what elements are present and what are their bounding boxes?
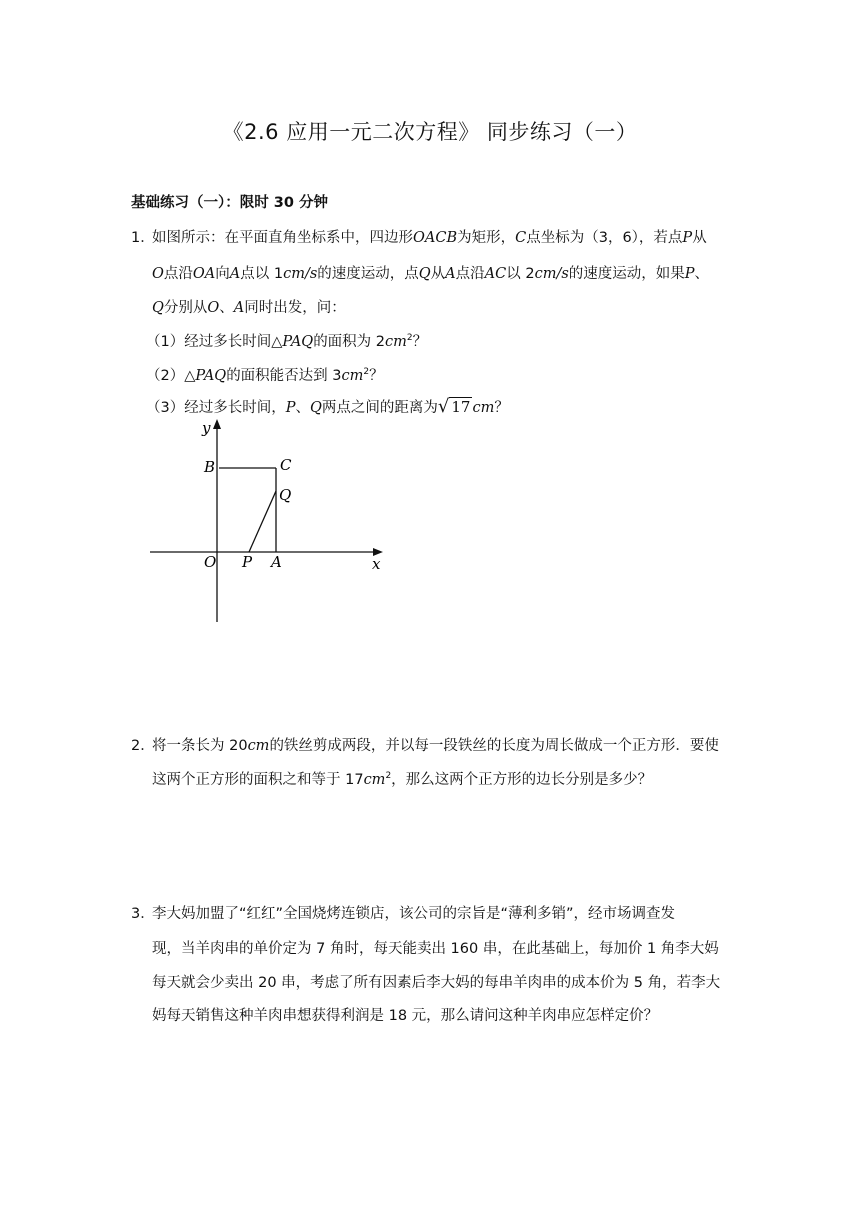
q2-line-1: 将一条长为 20cm的铁丝剪成两段，并以每一段铁丝的长度为周长做成一个正方形．要使 (152, 738, 719, 754)
q3-line-2: 现，当羊肉串的单价定为 7 角时，每天能卖出 160 串，在此基础上，每加价 1 角李大妈 (152, 941, 719, 957)
coordinate-figure (140, 415, 400, 625)
q2-line-2: 这两个正方形的面积之和等于 $17cm^2$，那么这两个正方形的边长分别是多少？ (152, 771, 653, 788)
q1-subquestion-3: （3）经过多长时间，P、Q两点之间的距离为√ 17 cm？ (146, 396, 509, 417)
label-q: Q (279, 486, 292, 504)
q1-line-1: 如图所示：在平面直角坐标系中，四边形OACB为矩形，C点坐标为（3，6），若点P从 (152, 230, 707, 246)
section-heading: 基础练习（一）：限时 30 分钟 (131, 195, 329, 211)
page-title: 《2.6 应用一元二次方程》 同步练习（一） (222, 120, 638, 144)
q3-line-4: 妈每天销售这种羊肉串想获得利润是 18 元，那么请问这种羊肉串应怎样定价？ (152, 1008, 659, 1024)
label-a: A (271, 553, 282, 571)
label-x: x (372, 555, 381, 573)
q1-number: 1． (131, 230, 155, 246)
q1-subquestion-1: （1）经过多长时间△PAQ的面积为 $2cm^2$？ (146, 333, 428, 350)
y-axis-arrow (213, 419, 221, 429)
label-y: y (202, 419, 211, 437)
label-b: B (204, 458, 216, 476)
label-o: O (204, 553, 217, 571)
q2-number: 2． (131, 738, 155, 754)
q1-subquestion-2: （2）△PAQ的面积能否达到 $3cm^2$？ (146, 367, 384, 384)
sqrt-symbol: √ 17 (437, 396, 471, 417)
q3-number: 3． (131, 906, 155, 922)
q1-line-3: Q分别从O、A同时出发，问： (152, 300, 346, 316)
q1-line-2: O点沿OA向A点以 1cm/s的速度运动，点Q从A点沿AC以 2cm/s的速度运动，如果P、 (152, 266, 710, 282)
label-c: C (280, 456, 292, 474)
q3-line-1: 李大妈加盟了“红红”全国烧烤连锁店，该公司的宗旨是“薄利多销”，经市场调查发 (152, 906, 676, 922)
q3-line-3: 每天就会少卖出 20 串，考虑了所有因素后李大妈的每串羊肉串的成本价为 5 角，若李大 (152, 975, 721, 991)
segment-pq (249, 491, 276, 552)
label-p: P (242, 553, 253, 571)
